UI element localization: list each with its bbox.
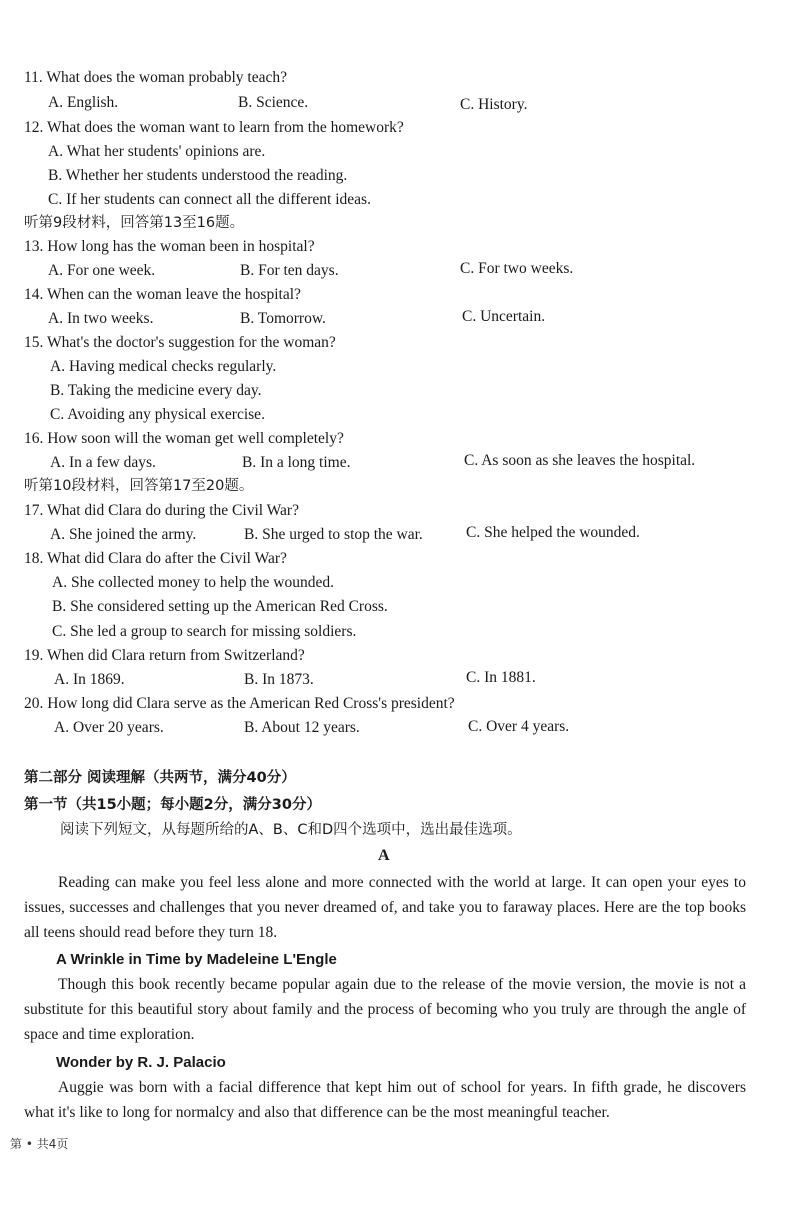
question-18-option-b: B. She considered setting up the American Red Cross.	[52, 598, 388, 615]
question-20-stem: 20. How long did Clara serve as the American Red Cross's president?	[24, 695, 455, 712]
passage-intro: Reading can make you feel less alone and more connected with the world at large. It can open your eyes to issues, successes and challenges that you never dreamed of, and take you to faraway places. Here are the top books all teens should read before they turn 18.	[24, 874, 746, 941]
question-16-option-b: B. In a long time.	[242, 454, 351, 471]
reading-instruction: 阅读下列短文，从每题所给的A、B、C和D四个选项中，选出最佳选项。	[60, 822, 522, 838]
question-12-option-a: A. What her students' opinions are.	[48, 143, 266, 160]
question-17-option-c: C. She helped the wounded.	[466, 524, 640, 541]
question-18-stem: 18. What did Clara do after the Civil War?	[24, 550, 287, 567]
question-20-option-c: C. Over 4 years.	[468, 718, 570, 735]
question-19-option-b: B. In 1873.	[244, 671, 314, 688]
question-17-option-a: A. She joined the army.	[50, 526, 197, 543]
question-20-option-b: B. About 12 years.	[244, 719, 360, 736]
question-20-option-a: A. Over 20 years.	[54, 719, 164, 736]
question-11-option-b: B. Science.	[238, 94, 309, 111]
question-13-option-b: B. For ten days.	[240, 262, 339, 279]
question-19-option-a: A. In 1869.	[54, 671, 125, 688]
question-15-option-c: C. Avoiding any physical exercise.	[50, 406, 265, 423]
question-19-stem: 19. When did Clara return from Switzerland?	[24, 647, 305, 664]
question-11-option-c: C. History.	[460, 96, 528, 113]
question-15-stem: 15. What's the doctor's suggestion for the woman?	[24, 334, 336, 351]
question-19-option-c: C. In 1881.	[466, 669, 536, 686]
question-15-option-b: B. Taking the medicine every day.	[50, 382, 262, 399]
section-one-title: 第一节（共15小题；每小题2分，满分30分）	[24, 797, 321, 813]
book-title-wonder: Wonder by R. J. Palacio	[56, 1054, 226, 1071]
question-17-option-b: B. She urged to stop the war.	[244, 526, 423, 543]
book-text-wonder: Auggie was born with a facial difference that kept him out of school for years. In fifth grade, he discovers what it's like to long for normalcy and also that difference can be the most meaningful teacher.	[24, 1079, 746, 1121]
question-18-option-a: A. She collected money to help the wounded.	[52, 574, 334, 591]
question-14-option-c: C. Uncertain.	[462, 308, 546, 325]
page-footer: 第 • 共4页	[10, 1137, 69, 1151]
question-13-option-a: A. For one week.	[48, 262, 156, 279]
question-14-option-b: B. Tomorrow.	[240, 310, 326, 327]
question-12-option-c: C. If her students can connect all the different ideas.	[48, 191, 371, 208]
question-13-option-c: C. For two weeks.	[460, 260, 574, 277]
question-16-option-c: C. As soon as she leaves the hospital.	[464, 452, 696, 469]
part-two-title: 第二部分 阅读理解（共两节，满分40分）	[24, 770, 296, 786]
book-title-wrinkle: A Wrinkle in Time by Madeleine L'Engle	[56, 951, 337, 968]
question-15-option-a: A. Having medical checks regularly.	[50, 358, 277, 375]
question-12-option-b: B. Whether her students understood the reading.	[48, 167, 348, 184]
question-13-stem: 13. How long has the woman been in hospital?	[24, 238, 315, 255]
question-11-stem: 11. What does the woman probably teach?	[24, 69, 287, 86]
question-18-option-c: C. She led a group to search for missing soldiers.	[52, 623, 357, 640]
question-12-stem: 12. What does the woman want to learn from the homework?	[24, 119, 404, 136]
instruction-13-16: 听第9段材料，回答第13至16题。	[24, 215, 245, 231]
instruction-17-20: 听第10段材料，回答第17至20题。	[24, 478, 254, 494]
question-17-stem: 17. What did Clara do during the Civil War?	[24, 502, 299, 519]
book-text-wrinkle: Though this book recently became popular again due to the release of the movie version, the movie is not a substitute for this beautiful story about family and the process of becoming who you truly are through the angle of space and time exploration.	[24, 976, 746, 1043]
question-16-option-a: A. In a few days.	[50, 454, 156, 471]
question-16-stem: 16. How soon will the woman get well completely?	[24, 430, 344, 447]
passage-label: A	[378, 847, 390, 864]
question-14-option-a: A. In two weeks.	[48, 310, 154, 327]
question-11-option-a: A. English.	[48, 94, 119, 111]
question-14-stem: 14. When can the woman leave the hospital?	[24, 286, 301, 303]
